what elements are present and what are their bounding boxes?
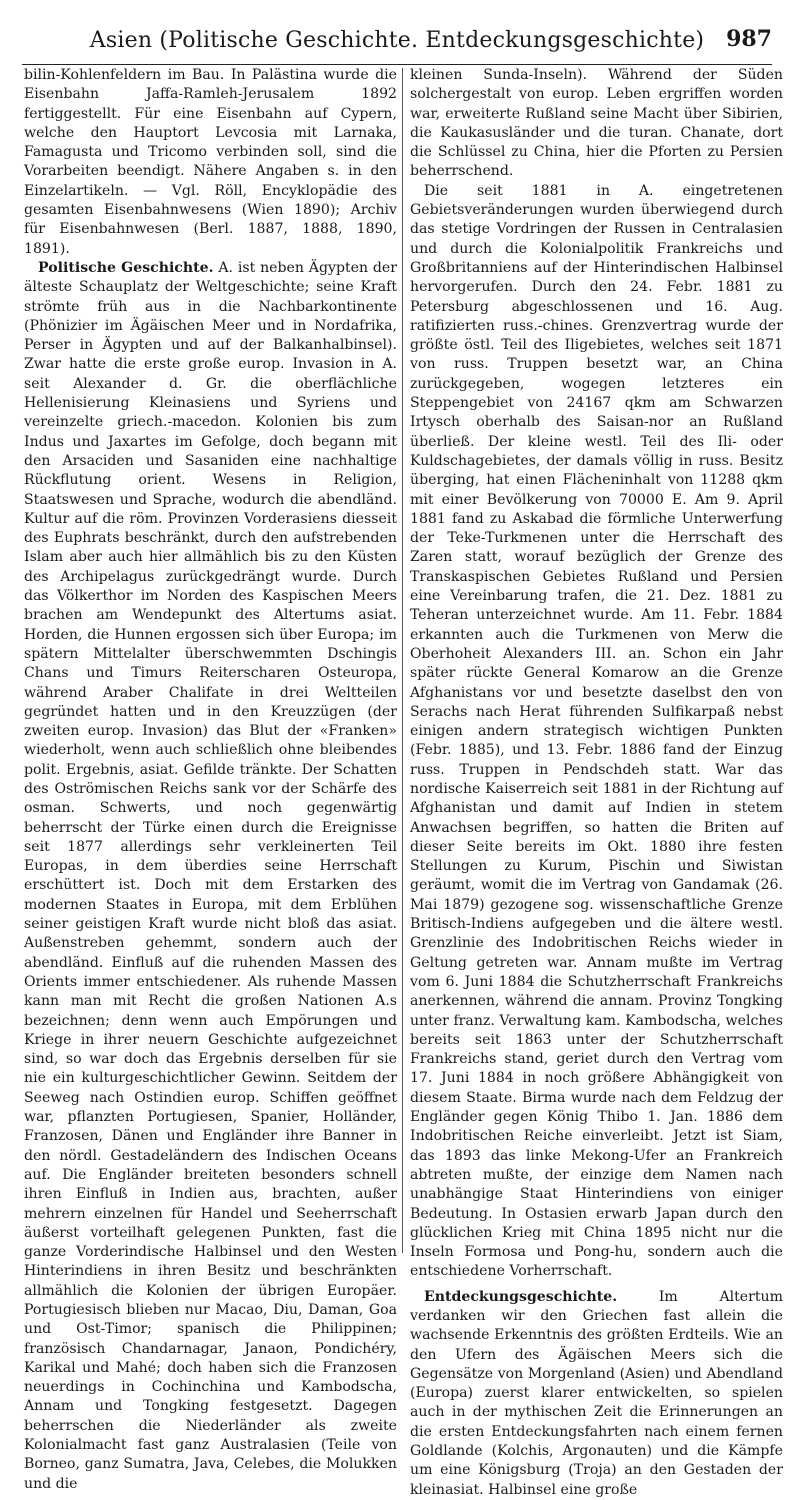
paragraph-territorial-changes: Die seit 1881 in A. eingetretenen Gebietsveränderungen wurden überwiegend durch das stetige Vordringen der Russen in Centralasien und durch die Kolonialpolitik Frankreichs und Großbritanniens auf der Hinterindischen Halbinsel hervorgerufen. Durch den 24. Febr. 1881 zu Petersburg abgeschlossenen und 16. Aug. ratifizierten russ.-chines. Grenzvertrag wurde der größte östl. Teil des Iligebietes, welches seit 1871 von russ. Truppen besetzt war, an China zurückgegeben, wogegen letzteres ein Steppengebiet von 24167 qkm am Schwarzen Irtysch oberhalb des Saisan-nor an Rußland überließ. Der kleine westl. Teil des Ili- oder Kuldschagebietes, der damals völlig in russ. Besitz überging, hat einen Flächeninhalt von 11288 qkm mit einer Bevölkerung von 70000 E. Am 9. April 1881 fand zu Askabad die förmliche Unterwerfung der Teke-Turkmenen unter die Herrschaft des Zaren statt, worauf bezüglich der Grenze des Transkaspischen Gebietes Rußland und Persien eine Vereinbarung trafen, die 21. Dez. 1881 zu Teheran unterzeichnet wurde. Am 11. Febr. 1884 erkannten auch die Turkmenen von Merw die Oberhoheit Alexanders III. an. Schon ein Jahr später rückte General Komarow an die Grenze Afghanistans vor und besetzte daselbst den von Serachs nach Herat führenden Sulfikarpaß nebst einigen andern strategisch wichtigen Punkten (Febr. 1885), und 13. Febr. 1886 fand der Einzug russ. Truppen in Pendschdeh statt. War das nordische Kaiserreich seit 1881 in der Richtung auf Afghanistan und damit auf Indien in stetem Anwachsen begriffen, so hatten die Briten auf dieser Seite bereits im Okt. 1880 ihre festen Stellungen zu Kurum, Pischin und Siwistan geräumt, womit die im Vertrag von Gandamak (26. Mai 1879) gezogene sog. wissenschaftliche Grenze Britisch-Indiens aufgegeben und die ältere westl. Grenzlinie des Indobritischen Reichs wieder in Geltung getreten war. Annam mußte im Vertrag vom 6. Juni 1884 die Schutzherrschaft Frankreichs anerkennen, während die annam. Provinz Tongking unter franz. Verwaltung kam. Kambodscha, welches bereits seit 1863 unter der Schutzherrschaft Frankreichs stand, geriet durch den Vertrag vom 17. Juni 1884 in noch größere Abhängigkeit von diesem Staate. Birma wurde nach dem Feldzug der Engländer gegen König Thibo 1. Jan. 1886 dem Indobritischen Reiche einverleibt. Jetzt ist Siam, das 1893 das linke Mekong-Ufer an Frankreich abtreten mußte, der einzige dem Namen nach unabhängige Staat Hinterindiens von einiger Bedeutung. In Ostasien erwarb Japan durch den glücklichen Krieg mit China 1895 nicht nur die Inseln Formosa und Pong-hu, sondern auch die entschiedene Vorherrschaft.	[410, 182, 783, 1280]
page-number: 987	[726, 26, 772, 52]
section-heading-discovery-history: Entdeckungsgeschichte.	[424, 1288, 618, 1305]
right-column	[410, 66, 783, 1500]
paragraph-continuation: kleinen Sunda-Inseln). Während der Süden solchergestalt von europ. Leben ergriffen worden war, erweiterte Rußland seine Macht über Sibirien, die Kaukasusländer und die turan. Chanate, dort die Schlüssel zu China, hier die Pforten zu Persien beherrschend.	[410, 67, 783, 180]
paragraph-political-history	[24, 259, 397, 1494]
left-column	[24, 66, 397, 1494]
paragraph-railways: bilin-Kohlenfeldern im Bau. In Palästina wurde die Eisenbahn Jaffa-Ramleh-Jerusalem 1892 fertiggestellt. Für eine Eisenbahn auf Cypern, welche den Hauptort Levcosia mit Larnaka, Famagusta und Tricomo verbinden soll, sind die Vorarbeiten beendigt. Nähere Angaben s. in den Einzelartikeln. — Vgl. Röll, Encyklopädie des gesamten Eisenbahnwesens (Wien 1890); Archiv für Eisenbahnwesen (Berl. 1887, 1888, 1890, 1891).	[24, 67, 397, 257]
paragraph-discovery-history	[410, 1288, 783, 1500]
paragraph-text: A. ist neben Ägypten der älteste Schauplatz der Weltgeschichte; seine Kraft strömte früh aus in die Nachbarkontinente (Phönizier im Ägäischen Meer und in Nordafrika, Perser in Ägypten und auf der Balkanhalbinsel). Zwar hatte die erste große europ. Invasion in A. seit Alexander d. Gr. die oberflächliche Hellenisierung Kleinasiens und Syriens und vereinzelte griech.-macedon. Kolonien bis zum Indus und Jaxartes im Gefolge, doch begann mit den Arsaciden und Sasaniden eine nachhaltige Rückflutung orient. Wesens in Religion, Staatswesen und Sprache, wodurch die abendländ. Kultur auf die röm. Provinzen Vorderasiens diesseit des Euphrats beschränkt, durch den aufstrebenden Islam aber auch hier allmählich bis zu den Küsten des Archipelagus zurückgedrängt wurde. Durch das Völkerthor im Norden des Kaspischen Meers brachen am Wendepunkt des Altertums asiat. Horden, die Hunnen ergossen sich über Europa; im spätern Mittelalter überschwemmten Dschingis Chans und Timurs Reiterscharen Osteuropa, während Araber Chalifate in drei Weltteilen gegründet hatten und in den Kreuzzügen (der zweiten europ. Invasion) das Blut der «Franken» wiederholt, wenn auch schließlich ohne bleibendes polit. Ergebnis, asiat. Gefilde tränkte. Der Schatten des Oströmischen Reichs sank vor der Schärfe des osman. Schwerts, und noch gegenwärtig beherrscht der Türke einen durch die Ereignisse seit 1877 allerdings sehr verkleinerten Teil Europas, in dem überdies seine Herrschaft erschüttert ist. Doch mit dem Erstarken des modernen Staates in Europa, mit dem Erblühen seiner geistigen Kraft wurde nicht bloß das asiat. Außenstreben gehemmt, sondern auch der abendländ. Einfluß auf die ruhenden Massen des Orients immer entschiedener. Als ruhende Massen kann man mit Recht die großen Nationen A.s bezeichnen; denn wenn auch Empörungen und Kriege in ihrer neuern Geschichte aufgezeichnet sind, so war doch das Ergebnis derselben für sie nie ein kulturgeschichtlicher Gewinn. Seitdem der Seeweg nach Ostindien europ. Schiffen geöffnet war, pflanzten Portugiesen, Spanier, Holländer, Franzosen, Dänen und Engländer ihre Banner in den nördl. Gestadeländern des Indischen Oceans auf. Die Engländer breiteten besonders schnell ihren Einfluß in Indien aus, brachten, außer mehrern einzelnen für Handel und Seeherrschaft äußerst vorteilhaft gelegenen Punkten, fast die ganze Vorderindische Halbinsel und den Westen Hinterindiens in ihren Besitz und beschränkten allmählich die Kolonien der übrigen Europäer. Portugiesisch blieben nur Macao, Diu, Daman, Goa und Ost-Timor; spanisch die Philippinen; französisch Chandarnagar, Janaon, Pondichéry, Karikal und Mahé; doch haben sich die Franzosen neuerdings in Cochinchina und Kambodscha, Annam und Tongking festgesetzt. Dagegen beherrschen die Niederländer als zweite Kolonialmacht fast ganz Australasien (Teile von Borneo, ganz Sumatra, Java, Celebes, die Molukken und die	[24, 259, 397, 1492]
section-heading-political-history: Politische Geschichte.	[38, 259, 214, 276]
column-divider	[402, 68, 403, 1253]
paragraph-text: Im Altertum verdanken wir den Griechen fast allein die wachsende Erkenntnis des größten Erdteils. Wie an den Ufern des Ägäischen Meers sich die Gegensätze von Morgenland (Asien) und Abendland (Europa) zuerst klarer entwickelten, so spielen auch in der mythischen Zeit die Erinnerungen an die ersten Entdeckungsfahrten nach einem fernen Goldlande (Kolchis, Argonauten) und die Kämpfe um eine Königsburg (Troja) an den Gestaden der kleinasiat. Halbinsel eine große	[410, 1288, 783, 1498]
page-header	[22, 24, 772, 65]
running-title: Asien (Politische Geschichte. Entdeckungsgeschichte)	[89, 28, 705, 53]
